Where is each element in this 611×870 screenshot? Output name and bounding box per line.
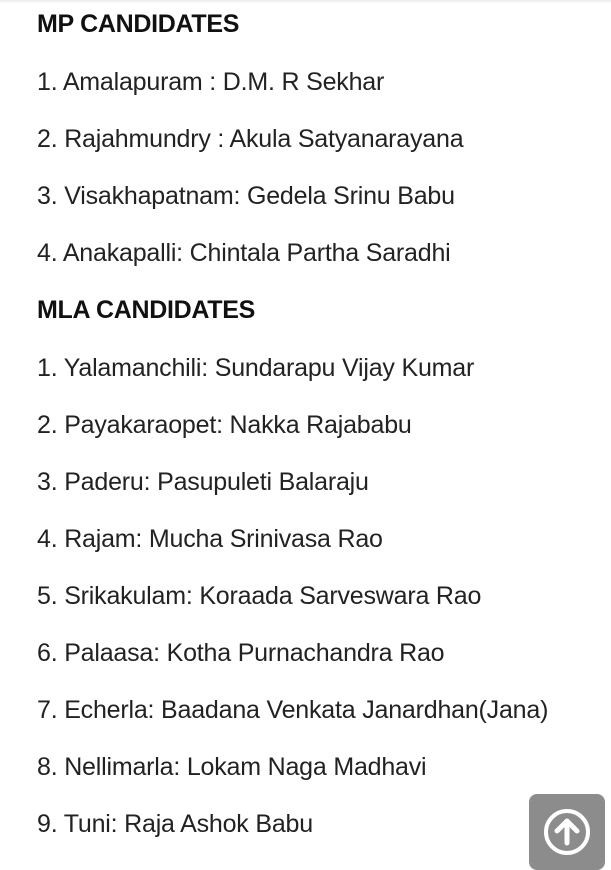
mla-candidate-item: 4. Rajam: Mucha Srinivasa Rao [37,525,383,553]
mp-candidates-heading: MP CANDIDATES [37,10,240,38]
mla-candidates-list [37,354,548,867]
mla-candidate-item: 1. Yalamanchili: Sundarapu Vijay Kumar [37,354,475,382]
mla-candidate-item: 9. Tuni: Raja Ashok Babu [37,810,313,838]
mp-candidates-list [37,68,463,296]
mla-candidate-item: 3. Paderu: Pasupuleti Balaraju [37,468,369,496]
scroll-to-top-button[interactable] [529,794,605,870]
mp-candidate-item: 1. Amalapuram : D.M. R Sekhar [37,68,385,96]
mla-candidates-heading: MLA CANDIDATES [37,296,256,324]
mla-candidate-item: 2. Payakaraopet: Nakka Rajababu [37,411,412,439]
mla-candidate-item: 6. Palaasa: Kotha Purnachandra Rao [37,639,445,667]
mla-candidate-item: 5. Srikakulam: Koraada Sarveswara Rao [37,582,482,610]
mla-candidate-item: 7. Echerla: Baadana Venkata Janardhan(Jana) [37,696,549,724]
mp-candidate-item: 4. Anakapalli: Chintala Partha Saradhi [37,239,451,267]
mp-candidate-item: 2. Rajahmundry : Akula Satyanarayana [37,125,464,153]
mla-candidate-item: 8. Nellimarla: Lokam Naga Madhavi [37,753,427,781]
mp-candidate-item: 3. Visakhapatnam: Gedela Srinu Babu [37,182,455,210]
arrow-up-circle-icon [541,806,593,858]
top-edge-shadow [0,0,611,4]
